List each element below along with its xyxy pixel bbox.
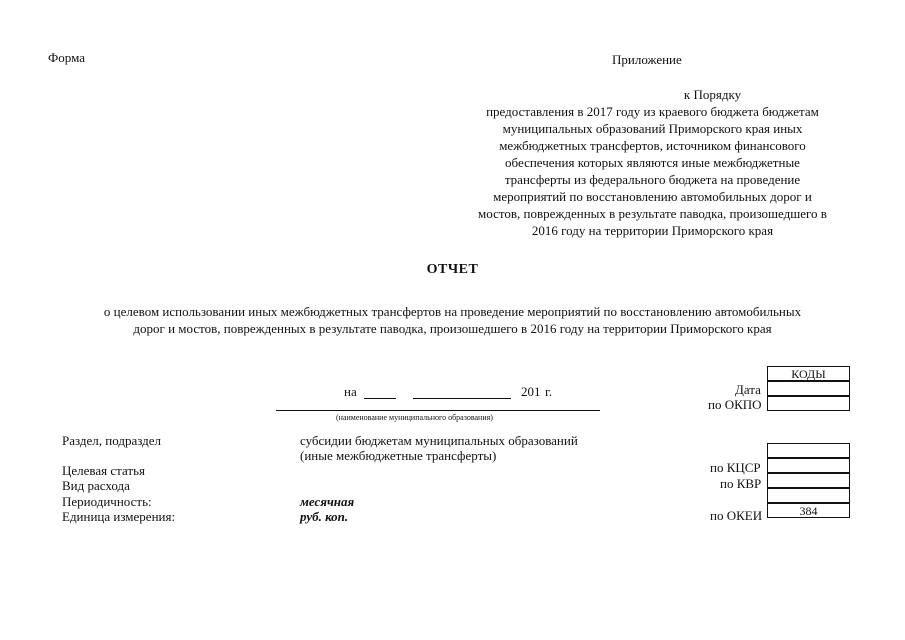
appendix-line: обеспечения которых являются иные межбюджетные — [505, 155, 800, 170]
day-blank[interactable] — [364, 398, 396, 399]
period-label: Периодичность: — [62, 494, 152, 509]
codes-header: КОДЫ — [767, 366, 850, 381]
municipality-blank[interactable] — [276, 410, 600, 411]
kvr-code-cell[interactable] — [767, 473, 850, 488]
expense-label: Вид расхода — [62, 478, 130, 493]
unit-value: руб. коп. — [300, 509, 349, 524]
appendix-line: предоставления в 2017 году из краевого бюджета бюджетам — [486, 104, 819, 119]
report-subtitle — [40, 303, 865, 337]
year-suffix: г. — [545, 384, 553, 399]
period-code-cell[interactable] — [767, 488, 850, 503]
okei-code-cell[interactable]: 384 — [767, 503, 850, 518]
blank-code-cell[interactable] — [767, 443, 850, 458]
month-blank[interactable] — [413, 398, 511, 399]
date-code-cell[interactable] — [767, 381, 850, 396]
kcsr-code-cell[interactable] — [767, 458, 850, 473]
appendix-reference — [440, 86, 865, 239]
kvr-label: по КВР — [720, 476, 762, 491]
appendix-line: межбюджетных трансфертов, источником финансового — [499, 138, 806, 153]
subtitle-line: дорог и мостов, поврежденных в результате паводка, произошедшего в 2016 году на территории Приморского края — [133, 321, 772, 336]
appendix-label: Приложение — [612, 52, 682, 67]
appendix-line: мостов, поврежденных в результате паводка, произошедшего в — [478, 206, 827, 221]
form-label: Форма — [48, 50, 85, 65]
appendix-line: мероприятий по восстановлению автомобильных дорог и — [493, 189, 812, 204]
date-prefix: на — [344, 384, 357, 399]
appendix-line: 2016 году на территории Приморского края — [531, 223, 774, 238]
okpo-code-cell[interactable] — [767, 396, 850, 411]
kcsr-label: по КЦСР — [710, 460, 761, 475]
target-label: Целевая статья — [62, 463, 146, 478]
report-title: ОТЧЕТ — [426, 262, 479, 277]
section-label: Раздел, подраздел — [62, 433, 162, 448]
subtitle-line: о целевом использовании иных межбюджетных трансфертов на проведение мероприятий по восстановлению автомобильных — [103, 304, 802, 319]
okei-label: по ОКЕИ — [710, 508, 763, 523]
unit-label: Единица измерения: — [62, 509, 176, 524]
okpo-label: по ОКПО — [708, 397, 762, 412]
section-value-line2: (иные межбюджетные трансферты) — [300, 448, 497, 463]
appendix-line: трансферты из федерального бюджета на проведение — [504, 172, 801, 187]
municipality-caption: (наименование муниципального образования) — [336, 413, 493, 422]
year-prefix: 201 — [521, 384, 541, 399]
appendix-line: муниципальных образований Приморского края иных — [502, 121, 803, 136]
appendix-line: к Порядку — [683, 87, 742, 102]
section-value-line1: субсидии бюджетам муниципальных образований — [300, 433, 578, 448]
period-value: месячная — [300, 494, 355, 509]
date-code-label: Дата — [735, 382, 761, 397]
